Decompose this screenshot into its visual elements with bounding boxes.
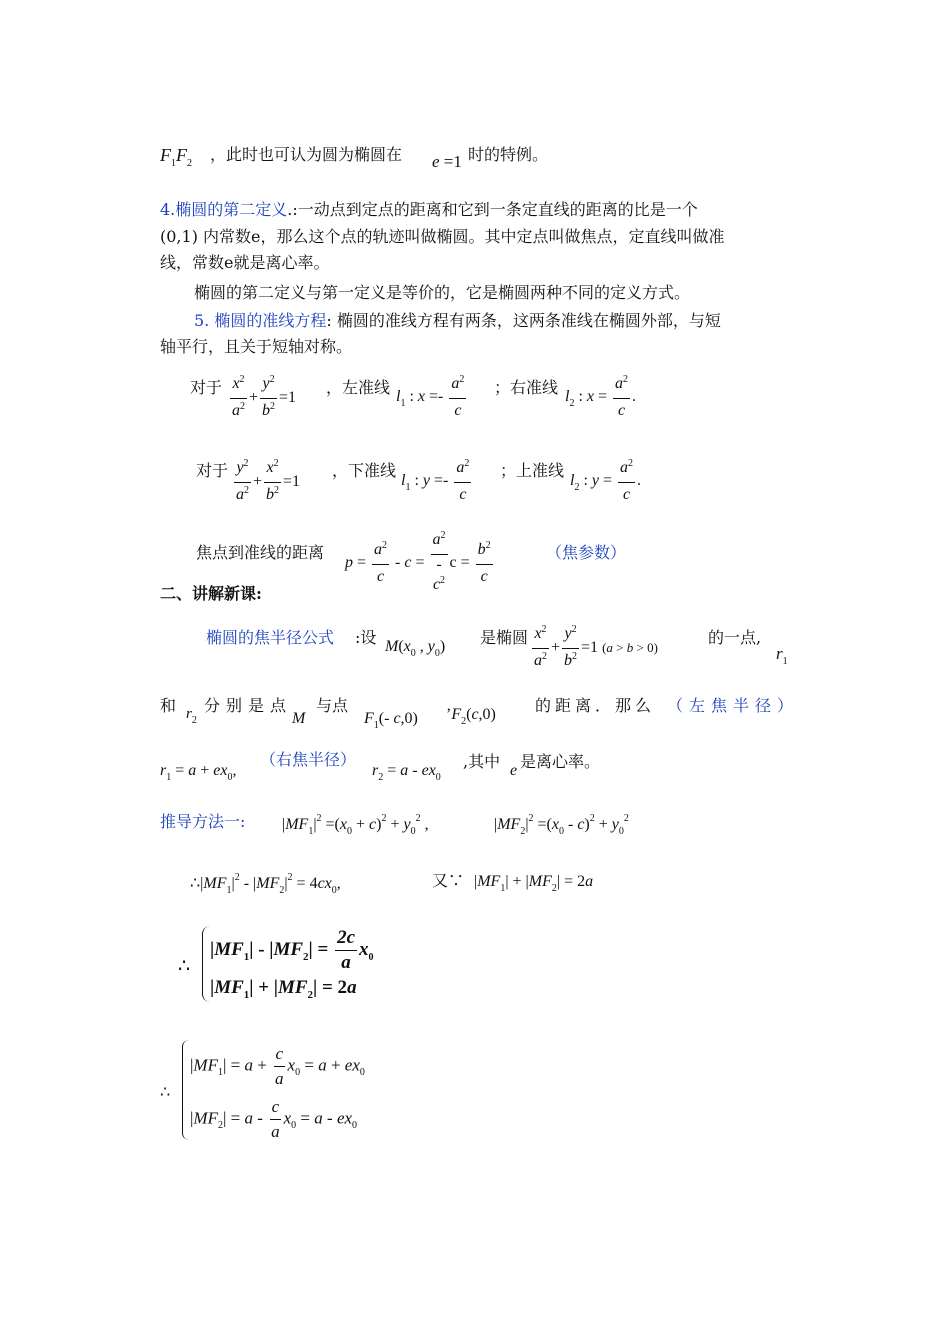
- second-definition: [160, 200, 698, 220]
- focal-distance-label: 焦点到准线的距离: [196, 543, 325, 562]
- f2-point: $’F_2(c,0)$: [446, 706, 496, 727]
- focal-b1: 和: [160, 696, 177, 715]
- ellipse-eq-vertical: $\frac{y^2}{a^2}$ + $\frac{x^2}{b^2}$ =1: [236, 458, 301, 503]
- system-brace-2: [182, 1040, 189, 1140]
- system1-eq2: $|MF_1| + |MF_2| = 2a$: [210, 977, 357, 1001]
- row2-up-label: ；上准线: [500, 461, 565, 480]
- e-symbol: e: [510, 762, 518, 779]
- focal-a1: :设: [355, 628, 377, 647]
- second-definition-title: 4.椭圆的第二定义: [160, 200, 288, 219]
- derivation-title: 推导方法一:: [160, 812, 246, 831]
- sum-eq: $|MF_1| + |MF_2| = 2a$: [474, 873, 594, 894]
- row2-down-label: ，下准线: [332, 461, 397, 480]
- m-symbol: M: [292, 710, 306, 727]
- para1-tail: 时的特例。: [468, 145, 549, 164]
- directrix-line2: 轴平行，且关于短轴对称。: [160, 337, 353, 356]
- r1-symbol: $r_1$: [776, 644, 788, 667]
- r2-formula: $r_2 = a - ex_0$: [372, 762, 441, 783]
- directrix-title: 5. 椭圆的准线方程: [194, 311, 327, 330]
- f1-point: $F_1(-$ c,0): [364, 710, 418, 731]
- right-directrix-eq: $l_2$ : x = $\frac{a^2}{c}$ .: [565, 374, 637, 419]
- focal-parameter-note: （焦参数）: [546, 543, 627, 562]
- again-label: 又∵: [432, 871, 465, 890]
- system2-eq1: $|MF_1| = a$ + $\frac{c}{a}$ $x_0 = a + ex_0$: [190, 1044, 365, 1088]
- up-directrix-eq: $l_2$ : y = $\frac{a^2}{c}$ .: [570, 458, 642, 503]
- therefore-symbol-1: ∴: [178, 956, 191, 977]
- r2-symbol: $r_2$: [186, 706, 197, 726]
- row1-left-label: ，左准线: [326, 378, 391, 397]
- focal-c2: ,其中: [463, 752, 501, 771]
- second-definition-text: .:一动点到定点的距离和它到一条定直线的距离的比是一个: [287, 200, 698, 219]
- focal-radius-title: 椭圆的焦半径公式: [206, 628, 335, 647]
- second-definition-line3: 线，常数e就是离心率。: [160, 253, 330, 272]
- para1-text: ，此时也可认为圆为椭圆在: [210, 145, 403, 164]
- point-m: $M(x_0$ , $y_0$): [385, 638, 446, 659]
- definition-equivalence: 椭圆的第二定义与第一定义是等价的，它是椭圆两种不同的定义方式。: [194, 283, 691, 302]
- down-directrix-eq: $l_1$ : y =- $\frac{a^2}{c}$: [401, 458, 470, 503]
- therefore-symbol-2: ∴: [160, 1084, 171, 1101]
- section-title: 二、讲解新课:: [160, 584, 262, 603]
- directrix-heading: [194, 311, 721, 331]
- f1f2-symbol: $F_1F_2$: [160, 145, 192, 169]
- focal-b4: 的距离．那么: [535, 696, 656, 715]
- row1-prefix: 对于: [190, 378, 223, 397]
- r1-formula: $r_1 = a + ex_0$,: [160, 762, 237, 783]
- left-focal-radius: （左焦半径）: [667, 696, 800, 715]
- mf2-squared: $|MF_2|^2 =(x_0 - c)^2 + y_0^2$: [494, 813, 629, 837]
- ellipse-eq-horizontal: $\frac{x^2}{a^2}$ + $\frac{y^2}{b^2}$ =1: [232, 374, 297, 419]
- row1-right-label: ；右准线: [494, 378, 559, 397]
- row2-prefix: 对于: [196, 461, 229, 480]
- second-definition-line2: (0,1) 内常数e，那么这个点的轨迹叫做椭圆。其中定点叫做焦点，定直线叫做准: [160, 227, 725, 246]
- focal-b2: 分别是点: [204, 696, 293, 715]
- system2-eq2: $|MF_2| = a$ - $\frac{c}{a}$ $x_0 = a - ex_0$: [190, 1097, 358, 1141]
- focal-c3: 是离心率。: [520, 752, 601, 771]
- ellipse-eq-main: $\frac{x^2}{a^2}$ + $\frac{y^2}{b^2}$ =1 (a > b > 0): [534, 624, 658, 669]
- focal-a2: 是椭圆: [480, 628, 529, 647]
- focal-b3: 与点: [316, 696, 349, 715]
- mf1-squared: $|MF_1|^2 =(x_0 + c)^2 + y_0^2$ ,: [282, 813, 429, 837]
- system1-eq1: $|MF_1| - |MF_2|$ = $\frac{2c}{a}$ $x_0$: [210, 927, 374, 973]
- focal-parameter-eq: p = $\frac{a^2}{c}$ - c = $a^2$ - $c^2$ c = $\frac{b^2}{c}$: [345, 530, 491, 593]
- right-focal-radius: （右焦半径）: [260, 750, 357, 769]
- focal-a3: 的一点,: [708, 628, 762, 647]
- left-directrix-eq: $l_1$ : x =- $\frac{a^2}{c}$: [396, 374, 465, 419]
- difference-eq: $\therefore|MF_1|^2 - |MF_2|^2 = 4cx_0$,: [190, 872, 341, 896]
- e-equals-1: e =1: [432, 152, 462, 171]
- directrix-text: : 椭圆的准线方程有两条，这两条准线在椭圆外部，与短: [326, 311, 721, 330]
